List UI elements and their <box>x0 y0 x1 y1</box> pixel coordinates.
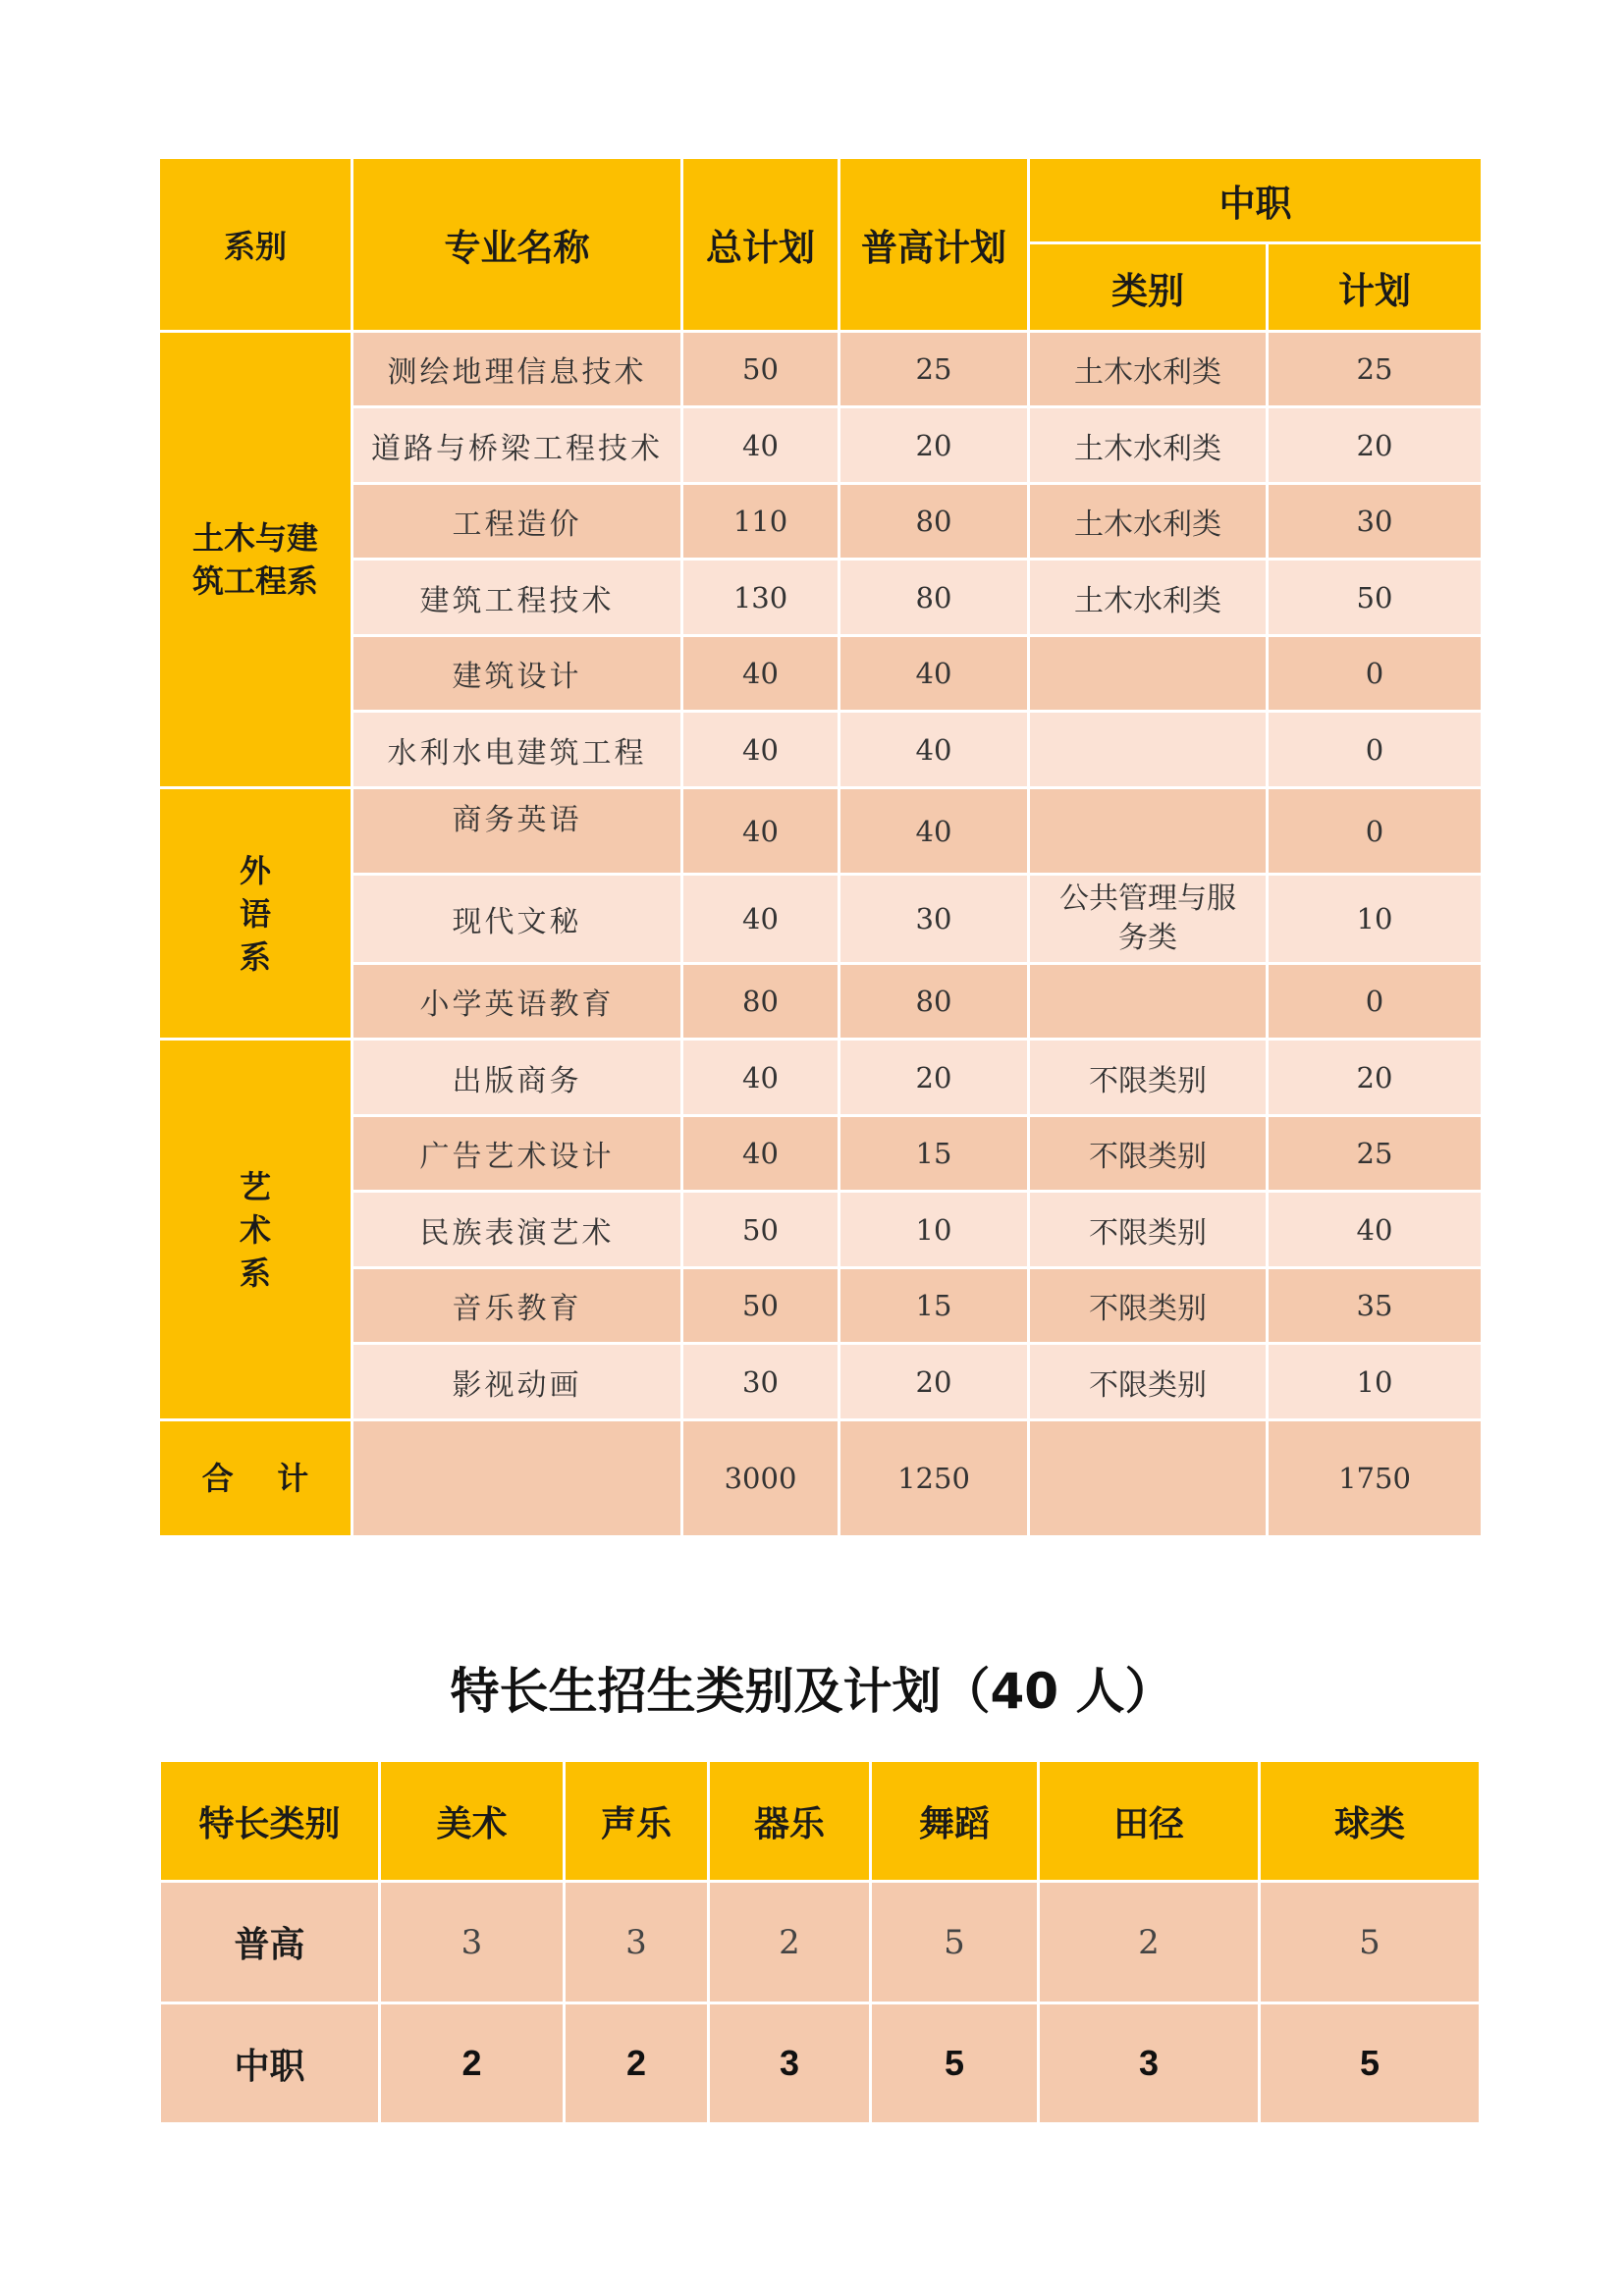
total-row <box>159 1420 1483 1537</box>
general-cell: 80 <box>839 560 1029 636</box>
category-cell: 土木水利类 <box>1029 407 1268 484</box>
category-cell: 不限类别 <box>1029 1344 1268 1420</box>
dept-cell: 艺 术 系 <box>159 1040 352 1420</box>
table-row <box>159 1192 1483 1268</box>
table-row <box>159 636 1483 712</box>
plan-cell: 25 <box>1268 1116 1483 1192</box>
value-cell: 2 <box>1039 1882 1260 2003</box>
category-cell: 土木水利类 <box>1029 560 1268 636</box>
major-cell: 小学英语教育 <box>352 964 682 1040</box>
major-cell: 测绘地理信息技术 <box>352 332 682 407</box>
major-cell: 现代文秘 <box>352 875 682 964</box>
specialty-header-cell: 舞蹈 <box>871 1761 1039 1882</box>
specialty-section-title: 特长生招生类别及计划（40 人） <box>450 1663 1174 1720</box>
header-dept: 系别 <box>159 158 352 332</box>
total-sum-cell: 3000 <box>682 1420 839 1537</box>
total-cell: 40 <box>682 1116 839 1192</box>
plan-sum-cell: 1750 <box>1268 1420 1483 1537</box>
value-cell: 3 <box>380 1882 565 2003</box>
major-cell: 出版商务 <box>352 1040 682 1116</box>
major-cell: 商务英语 <box>352 788 682 875</box>
specialty-header-row <box>160 1761 1481 1882</box>
plan-cell: 50 <box>1268 560 1483 636</box>
header-zhongzhi: 中职 <box>1029 158 1483 243</box>
header-category: 类别 <box>1029 243 1268 332</box>
category-cell: 土木水利类 <box>1029 332 1268 407</box>
value-cell: 2 <box>565 2003 709 2124</box>
table-row <box>159 1040 1483 1116</box>
plan-cell: 20 <box>1268 407 1483 484</box>
plan-cell: 30 <box>1268 484 1483 560</box>
total-cell: 40 <box>682 875 839 964</box>
total-cell: 130 <box>682 560 839 636</box>
specialty-header-cell: 声乐 <box>565 1761 709 1882</box>
general-cell: 40 <box>839 636 1029 712</box>
table-row <box>159 332 1483 407</box>
specialty-header-cell: 球类 <box>1260 1761 1481 1882</box>
table-row <box>159 875 1483 964</box>
category-cell: 不限类别 <box>1029 1116 1268 1192</box>
header-total: 总计划 <box>682 158 839 332</box>
specialty-header-cell: 器乐 <box>709 1761 871 1882</box>
category-sum-cell <box>1029 1420 1268 1537</box>
total-cell: 30 <box>682 1344 839 1420</box>
header-plan: 计划 <box>1268 243 1483 332</box>
total-cell: 40 <box>682 712 839 788</box>
table-row <box>159 560 1483 636</box>
general-cell: 40 <box>839 712 1029 788</box>
table-row <box>159 1116 1483 1192</box>
total-cell: 40 <box>682 636 839 712</box>
major-cell: 影视动画 <box>352 1344 682 1420</box>
plan-cell: 0 <box>1268 712 1483 788</box>
specialty-plan-table <box>158 1759 1482 2125</box>
category-cell: 公共管理与服 务类 <box>1029 875 1268 964</box>
header-general: 普高计划 <box>839 158 1029 332</box>
general-cell: 15 <box>839 1116 1029 1192</box>
general-cell: 80 <box>839 484 1029 560</box>
general-cell: 15 <box>839 1268 1029 1344</box>
category-cell: 不限类别 <box>1029 1268 1268 1344</box>
value-cell: 3 <box>565 1882 709 2003</box>
general-cell: 80 <box>839 964 1029 1040</box>
total-cell: 40 <box>682 1040 839 1116</box>
specialty-header-cell: 田径 <box>1039 1761 1260 1882</box>
category-cell: 不限类别 <box>1029 1040 1268 1116</box>
value-cell: 3 <box>709 2003 871 2124</box>
plan-cell: 40 <box>1268 1192 1483 1268</box>
dept-cell: 土木与建 筑工程系 <box>159 332 352 788</box>
table-row <box>159 407 1483 484</box>
plan-cell: 0 <box>1268 788 1483 875</box>
major-cell: 建筑设计 <box>352 636 682 712</box>
plan-cell: 0 <box>1268 964 1483 1040</box>
category-cell: 不限类别 <box>1029 1192 1268 1268</box>
total-cell: 50 <box>682 1268 839 1344</box>
table-row <box>159 788 1483 875</box>
total-cell: 50 <box>682 332 839 407</box>
major-cell: 建筑工程技术 <box>352 560 682 636</box>
general-cell: 25 <box>839 332 1029 407</box>
table-row <box>160 2003 1481 2124</box>
value-cell: 3 <box>1039 2003 1260 2124</box>
plan-cell: 0 <box>1268 636 1483 712</box>
general-cell: 10 <box>839 1192 1029 1268</box>
value-cell: 5 <box>1260 2003 1481 2124</box>
category-cell <box>1029 636 1268 712</box>
table-row <box>159 1344 1483 1420</box>
major-cell: 水利水电建筑工程 <box>352 712 682 788</box>
table-row <box>159 1268 1483 1344</box>
total-cell: 110 <box>682 484 839 560</box>
plan-cell: 10 <box>1268 1344 1483 1420</box>
dept-cell: 外 语 系 <box>159 788 352 1040</box>
major-cell: 道路与桥梁工程技术 <box>352 407 682 484</box>
total-major-cell <box>352 1420 682 1537</box>
enrollment-plan-table <box>157 156 1484 1538</box>
value-cell: 5 <box>871 1882 1039 2003</box>
plan-cell: 25 <box>1268 332 1483 407</box>
total-cell: 40 <box>682 407 839 484</box>
general-cell: 40 <box>839 788 1029 875</box>
category-cell: 土木水利类 <box>1029 484 1268 560</box>
table-row <box>160 1882 1481 2003</box>
plan-cell: 10 <box>1268 875 1483 964</box>
table-row <box>159 964 1483 1040</box>
major-cell: 音乐教育 <box>352 1268 682 1344</box>
general-cell: 20 <box>839 407 1029 484</box>
general-cell: 20 <box>839 1344 1029 1420</box>
category-cell <box>1029 964 1268 1040</box>
major-cell: 工程造价 <box>352 484 682 560</box>
value-cell: 5 <box>1260 1882 1481 2003</box>
total-cell: 80 <box>682 964 839 1040</box>
major-cell: 广告艺术设计 <box>352 1116 682 1192</box>
specialty-header-cell: 美术 <box>380 1761 565 1882</box>
row-label: 普高 <box>160 1882 380 2003</box>
total-cell: 40 <box>682 788 839 875</box>
category-cell <box>1029 712 1268 788</box>
row-label: 中职 <box>160 2003 380 2124</box>
total-cell: 50 <box>682 1192 839 1268</box>
general-cell: 30 <box>839 875 1029 964</box>
specialty-header-cell: 特长类别 <box>160 1761 380 1882</box>
total-label: 合 计 <box>159 1420 352 1537</box>
major-cell: 民族表演艺术 <box>352 1192 682 1268</box>
value-cell: 5 <box>871 2003 1039 2124</box>
header-major: 专业名称 <box>352 158 682 332</box>
category-cell <box>1029 788 1268 875</box>
table-row <box>159 712 1483 788</box>
table-row <box>159 484 1483 560</box>
value-cell: 2 <box>380 2003 565 2124</box>
value-cell: 2 <box>709 1882 871 2003</box>
plan-cell: 20 <box>1268 1040 1483 1116</box>
general-sum-cell: 1250 <box>839 1420 1029 1537</box>
general-cell: 20 <box>839 1040 1029 1116</box>
plan-cell: 35 <box>1268 1268 1483 1344</box>
